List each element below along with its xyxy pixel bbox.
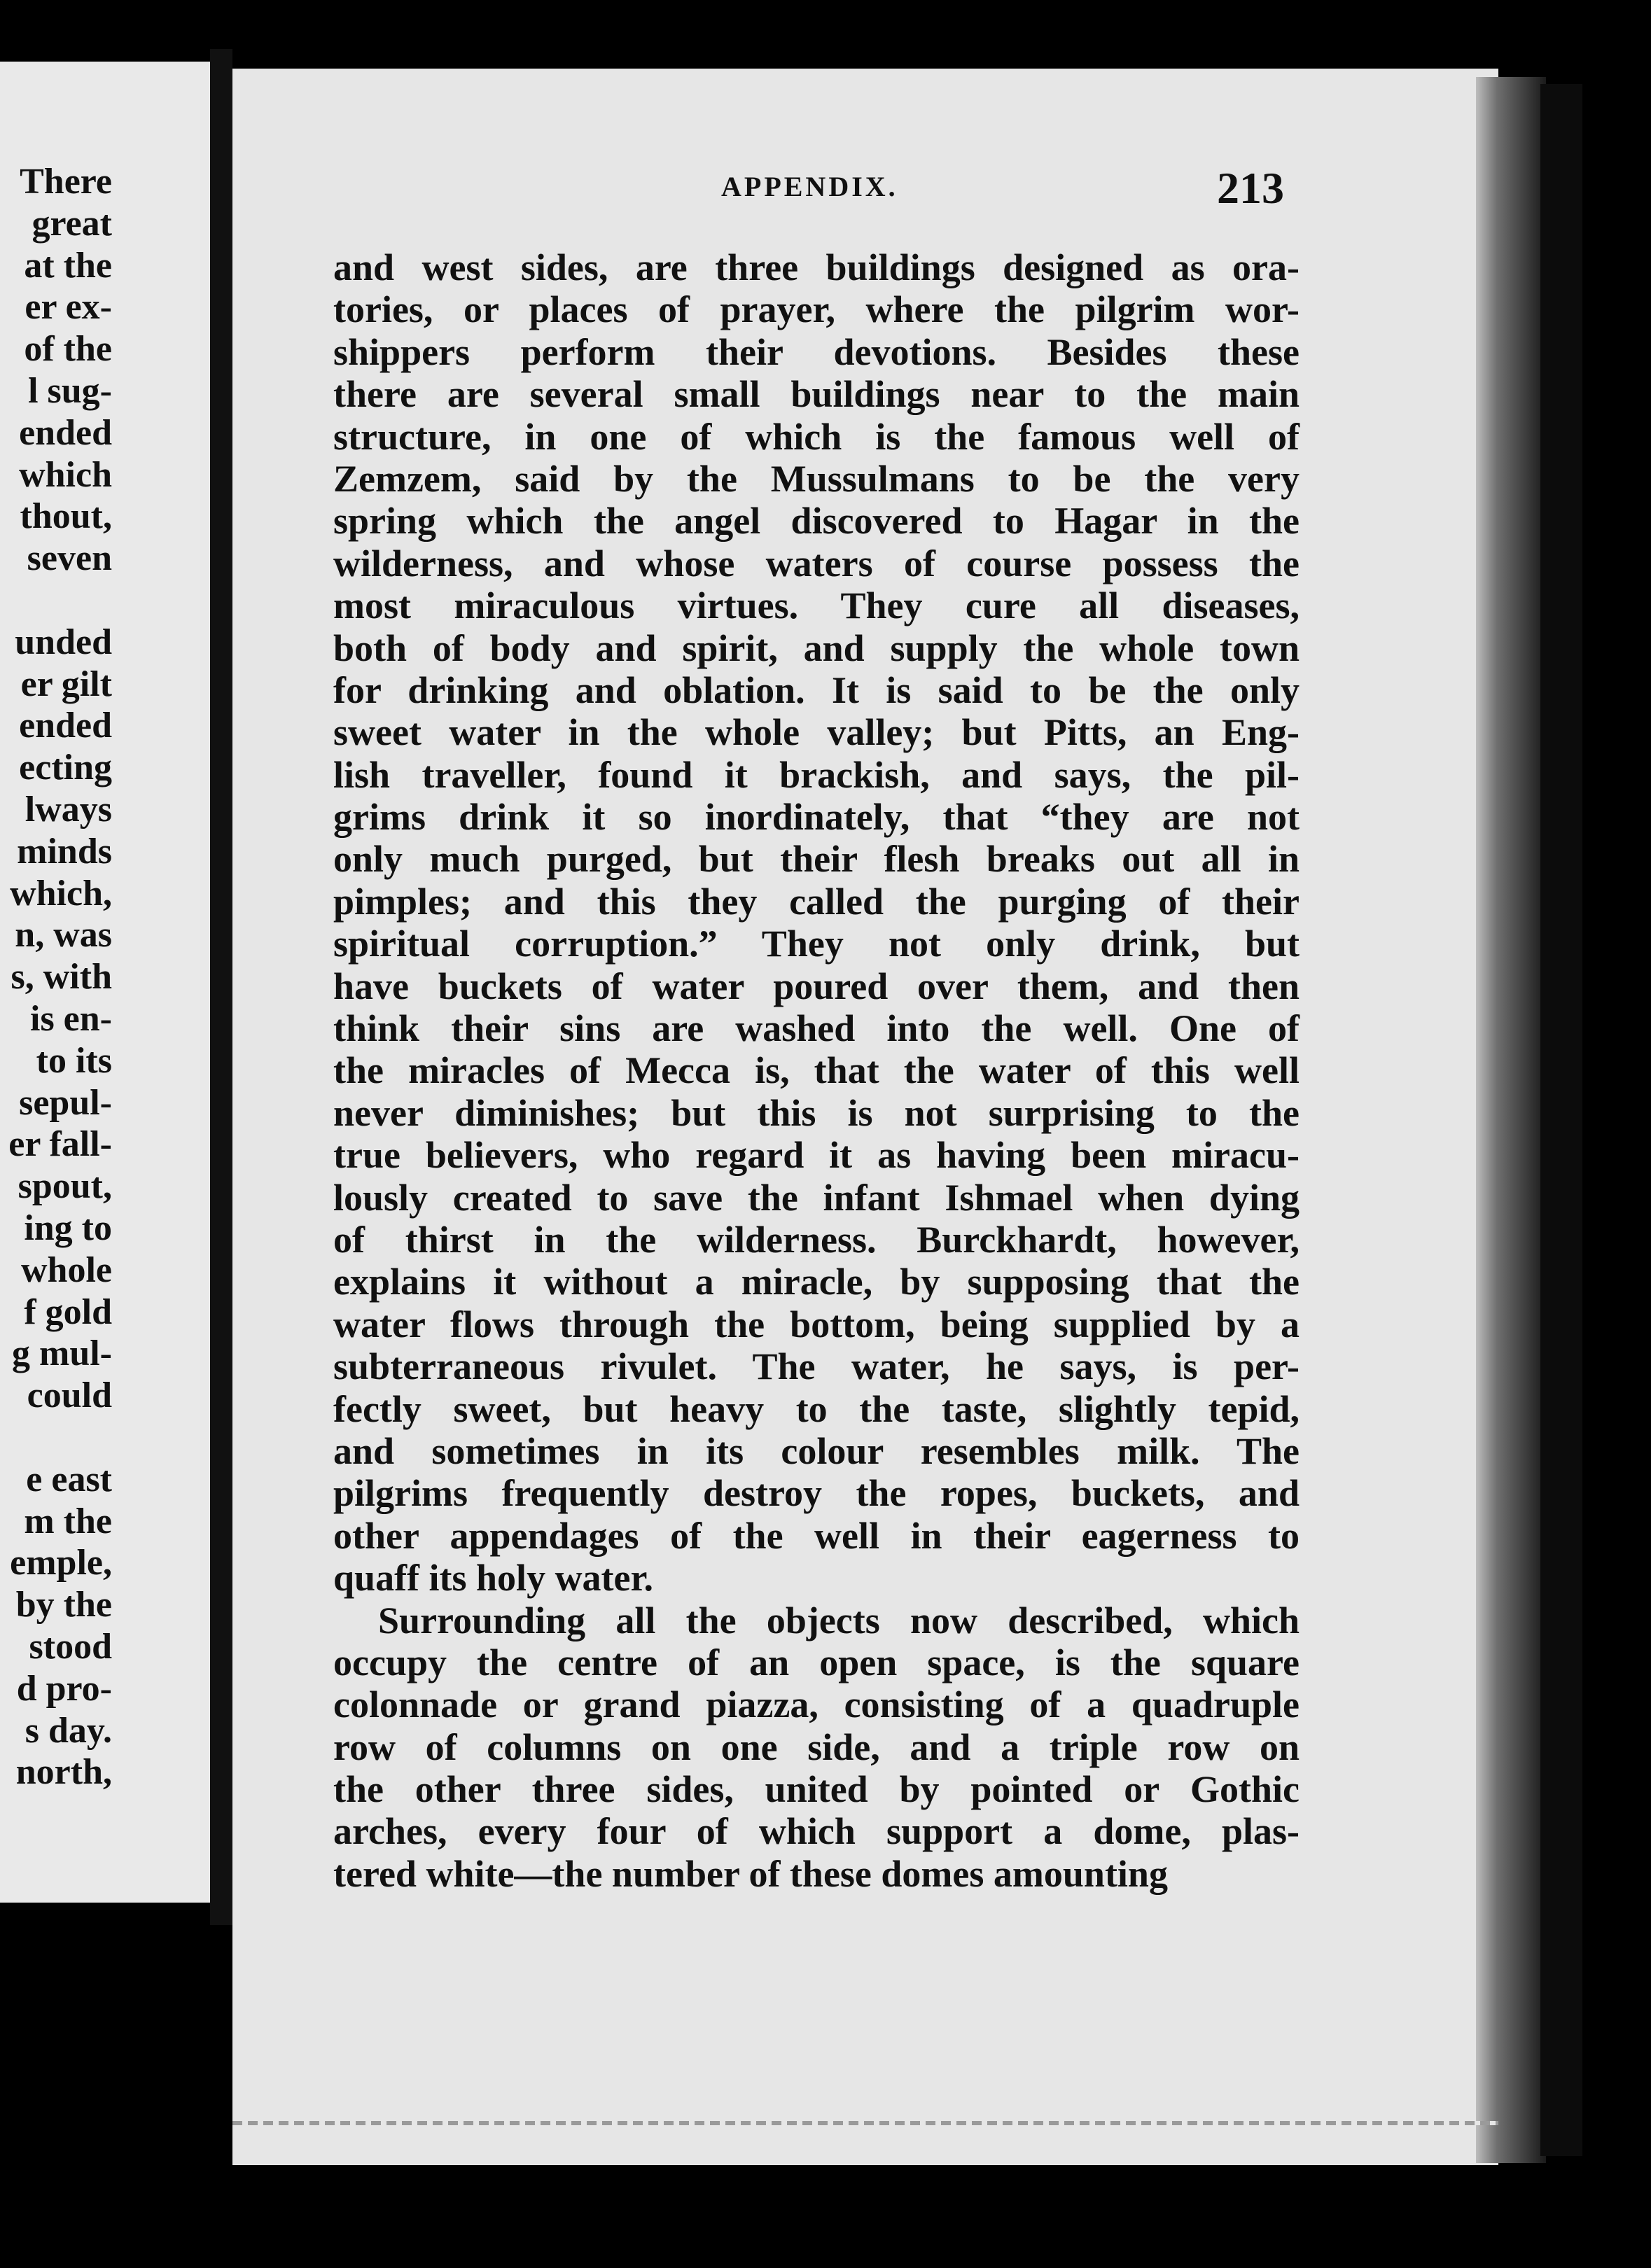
left-page-line: of the bbox=[24, 329, 112, 370]
left-page-line: er fall- bbox=[8, 1124, 112, 1165]
book-gutter bbox=[210, 49, 232, 1925]
left-page-line: spout, bbox=[18, 1166, 112, 1207]
left-page-line: unded bbox=[15, 622, 112, 662]
left-page-line: which, bbox=[10, 873, 112, 913]
body-line: fectly sweet, but heavy to the taste, slightly tepid, bbox=[333, 1387, 1300, 1430]
body-line: pimples; and this they called the purging of their bbox=[333, 880, 1300, 923]
page-number: 213 bbox=[1217, 163, 1284, 213]
left-page-line: stood bbox=[29, 1627, 112, 1667]
body-line: have buckets of water poured over them, and then bbox=[333, 965, 1300, 1007]
left-page-line: sepul- bbox=[19, 1082, 112, 1123]
left-page-line: at the bbox=[24, 245, 112, 286]
body-line: tered white—the number of these domes amounting bbox=[333, 1852, 1168, 1895]
body-line: water flows through the bottom, being supplied by a bbox=[333, 1303, 1300, 1345]
left-page-line: s, with bbox=[11, 957, 112, 997]
body-line: other appendages of the well in their eagerness to bbox=[333, 1514, 1300, 1557]
body-line: lously created to save the infant Ishmael when dying bbox=[333, 1176, 1300, 1219]
left-page bbox=[0, 62, 210, 1903]
left-page-line: ended bbox=[19, 412, 112, 453]
body-line: grims drink it so inordinately, that “they are not bbox=[333, 796, 1300, 839]
left-page-line: er gilt bbox=[20, 664, 112, 704]
body-line: there are several small buildings near to the main bbox=[333, 373, 1300, 416]
left-page-line: thout, bbox=[20, 496, 112, 537]
body-line: the miracles of Mecca is, that the water of this well bbox=[333, 1049, 1300, 1092]
left-page-line: seven bbox=[27, 538, 112, 579]
body-line: quaff its holy water. bbox=[333, 1557, 654, 1600]
body-line: both of body and spirit, and supply the whole town bbox=[333, 626, 1300, 669]
book-spine-edge bbox=[1540, 84, 1582, 2156]
body-line: wilderness, and whose waters of course possess the bbox=[333, 542, 1300, 584]
page-edge-shadow bbox=[1476, 77, 1546, 2163]
left-page-line: g mul- bbox=[12, 1334, 112, 1374]
left-page-line: is en- bbox=[30, 999, 112, 1039]
left-page-line: n, was bbox=[15, 915, 112, 955]
left-page-line: ing to bbox=[24, 1208, 112, 1248]
left-page-line: l sug- bbox=[28, 371, 112, 411]
body-line: spiritual corruption.” They not only drink, but bbox=[333, 923, 1300, 965]
left-page-line: whole bbox=[21, 1250, 112, 1290]
left-page-line: by the bbox=[15, 1585, 112, 1625]
body-line: for drinking and oblation. It is said to be the only bbox=[333, 668, 1300, 711]
left-page-line: ended bbox=[19, 706, 112, 746]
body-line: lish traveller, found it brackish, and says, the pil- bbox=[333, 753, 1300, 796]
left-page-line: minds bbox=[17, 831, 112, 872]
left-page-line: great bbox=[32, 203, 112, 244]
body-line: and sometimes in its colour resembles milk. The bbox=[333, 1429, 1300, 1472]
left-page-line: could bbox=[27, 1376, 112, 1416]
left-page-line: s day. bbox=[25, 1710, 112, 1751]
left-page-line: north, bbox=[15, 1752, 112, 1793]
body-line: true believers, who regard it as having been miracu- bbox=[333, 1134, 1300, 1177]
left-page-line: lways bbox=[25, 790, 112, 830]
left-page-line: which bbox=[19, 454, 112, 495]
left-page-line: ecting bbox=[19, 748, 112, 788]
body-line: never diminishes; but this is not surprising to the bbox=[333, 1091, 1300, 1134]
body-text bbox=[333, 246, 1300, 1895]
left-page-line: emple, bbox=[10, 1543, 112, 1583]
running-header: APPENDIX. bbox=[721, 171, 898, 202]
left-page-line: er ex- bbox=[25, 287, 112, 328]
body-line: occupy the centre of an open space, is the square bbox=[333, 1641, 1300, 1684]
body-line: spring which the angel discovered to Hagar in the bbox=[333, 500, 1300, 542]
body-line: structure, in one of which is the famous well of bbox=[333, 415, 1300, 458]
body-line: Surrounding all the objects now described, which bbox=[378, 1599, 1300, 1642]
body-line: arches, every four of which support a dome, plas- bbox=[333, 1810, 1300, 1853]
body-line: only much purged, but their flesh breaks out all in bbox=[333, 838, 1300, 881]
body-line: think their sins are washed into the well. One of bbox=[333, 1007, 1300, 1050]
body-line: colonnade or grand piazza, consisting of a quadruple bbox=[333, 1684, 1300, 1726]
body-line: sweet water in the whole valley; but Pitts, an Eng- bbox=[333, 711, 1300, 754]
body-line: the other three sides, united by pointed or Gothic bbox=[333, 1768, 1300, 1811]
left-page-line: d pro- bbox=[16, 1668, 112, 1709]
body-line: row of columns on one side, and a triple row on bbox=[333, 1726, 1300, 1768]
left-page-line: e east bbox=[26, 1459, 112, 1499]
left-page-line: to its bbox=[36, 1040, 112, 1081]
page-bottom-edge bbox=[232, 2121, 1498, 2125]
body-line: explains it without a miracle, by supposing that the bbox=[333, 1261, 1300, 1303]
body-line: and west sides, are three buildings designed as ora- bbox=[333, 246, 1300, 288]
body-line: subterraneous rivulet. The water, he says, is per- bbox=[333, 1345, 1300, 1388]
body-line: shippers perform their devotions. Besides these bbox=[333, 330, 1300, 373]
body-line: most miraculous virtues. They cure all diseases, bbox=[333, 584, 1300, 627]
body-line: pilgrims frequently destroy the ropes, buckets, and bbox=[333, 1472, 1300, 1515]
left-page-line: There bbox=[20, 162, 112, 202]
body-line: of thirst in the wilderness. Burckhardt, however, bbox=[333, 1218, 1300, 1261]
left-page-line: f gold bbox=[24, 1292, 112, 1332]
left-page-line: m the bbox=[24, 1501, 112, 1541]
body-line: Zemzem, said by the Mussulmans to be the very bbox=[333, 457, 1300, 500]
body-line: tories, or places of prayer, where the pilgrim wor- bbox=[333, 288, 1300, 331]
